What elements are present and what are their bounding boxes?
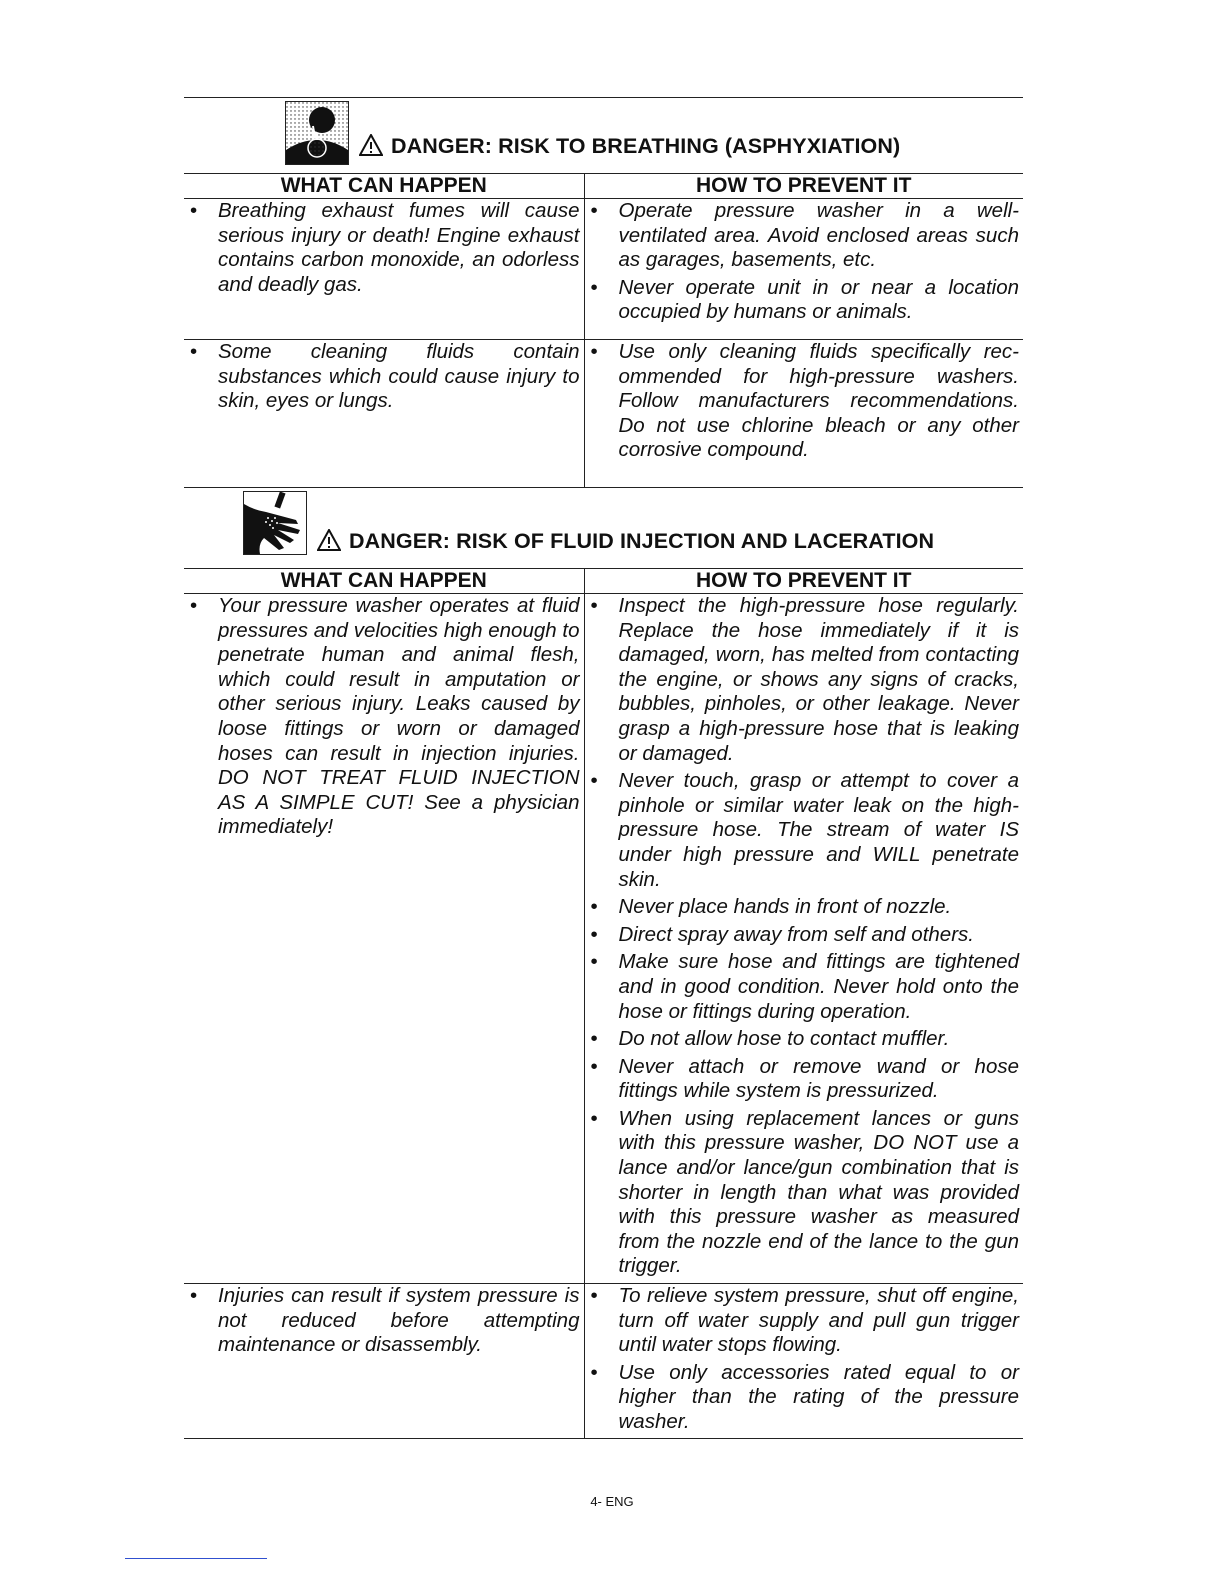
hazard-table <box>184 173 1023 488</box>
bullet-icon: • <box>590 950 598 974</box>
list-item <box>585 1361 1024 1435</box>
bullet-list <box>585 199 1024 325</box>
bullet-list <box>184 1284 584 1358</box>
list-item-text: Make sure hose and fittings are tightened and in good condition. Never hold onto the hose or fittings during operation. <box>618 950 1019 1023</box>
list-item-text: Never operate unit in or near a location occupied by humans or animals. <box>618 275 1019 324</box>
heading-text: DANGER: RISK TO BREATHING (ASPHYXIATION) <box>391 134 901 158</box>
table-row <box>184 199 1023 340</box>
list-item-text: Operate pressure washer in a well-ventilated area. Avoid enclosed areas such as garages, basements, etc. <box>618 199 1019 272</box>
hazard-cell <box>184 340 584 488</box>
bullet-icon: • <box>590 1027 598 1051</box>
list-item-text: To relieve system pressure, shut off engine, turn off water supply and pull gun trigger until water stops flowing. <box>618 1284 1019 1357</box>
hazard-cell <box>184 594 584 1284</box>
prevention-cell <box>584 1284 1023 1439</box>
prevention-cell <box>584 340 1023 488</box>
bullet-list <box>585 340 1024 463</box>
danger-heading <box>317 529 934 557</box>
warning-triangle-icon <box>317 529 341 557</box>
bullet-list <box>184 199 584 297</box>
prevention-cell <box>584 199 1023 340</box>
bullet-icon: • <box>190 340 198 363</box>
bullet-list <box>585 594 1024 1279</box>
list-item <box>585 895 1024 920</box>
bullet-icon: • <box>590 1360 598 1384</box>
bullet-icon: • <box>590 769 598 793</box>
bullet-icon: • <box>590 275 598 299</box>
bullet-icon: • <box>590 340 598 363</box>
bullet-icon: • <box>590 594 598 617</box>
prevention-cell <box>584 594 1023 1284</box>
column-header-how-to-prevent: HOW TO PREVENT IT <box>584 174 1023 199</box>
column-header-what-can-happen: WHAT CAN HAPPEN <box>184 174 584 199</box>
danger-heading <box>359 134 900 162</box>
table-row <box>184 340 1023 488</box>
list-item-text: Your pressure washer operates at fluid pressures and velocities high enough to penetrate human and animal flesh, which could result in amputation or other serious injury. Leaks caused by loose fittings or worn or damaged hoses can result in injection injuries. DO NOT TREAT FLUID INJECTION AS A SIMPLE CUT! See a physician immediately! <box>218 594 580 839</box>
list-item-text: Inspect the high-pressure hose regularly. Replace the hose immediately if it is damaged, worn, has melted from contacting the engine, or shows any signs of cracks, bubbles, pinholes, or other leakage. Never grasp a high-pressure hose that is leaking or damaged. <box>618 594 1019 765</box>
list-item-text: Injuries can result if system pressure is not reduced before attempting maintenance or disassembly. <box>218 1284 580 1357</box>
list-item-text: Never place hands in front of nozzle. <box>618 895 952 919</box>
list-item <box>184 199 584 297</box>
list-item <box>184 1284 584 1358</box>
list-item-text: Use only accessories rated equal to or higher than the rating of the pressure washer. <box>618 1360 1019 1433</box>
list-item <box>585 1055 1024 1104</box>
column-header-how-to-prevent: HOW TO PREVENT IT <box>584 569 1023 594</box>
list-item <box>184 594 584 840</box>
hazard-cell <box>184 1284 584 1439</box>
list-item <box>585 1107 1024 1279</box>
bullet-list <box>184 594 584 840</box>
hazard-table <box>184 568 1023 1439</box>
list-item-text: When using replacement lances or guns with this pressure washer, DO NOT use a lance and/or lance/gun combination that is shorter in length than what was provided with this pressure washer as measured from the nozzle end of the lance to the gun trigger. <box>618 1106 1019 1278</box>
list-item-text: Direct spray away from self and others. <box>618 922 974 946</box>
bullet-icon: • <box>190 199 198 222</box>
table-row <box>184 1284 1023 1439</box>
bullet-icon: • <box>190 1284 198 1307</box>
list-item-text: Some cleaning fluids contain substances which could cause injury to skin, eyes or lungs. <box>218 340 580 413</box>
bullet-icon: • <box>590 922 598 946</box>
fluid-injection-hazard-icon <box>243 491 307 555</box>
bullet-icon: • <box>590 1054 598 1078</box>
bullet-icon: • <box>590 1106 598 1130</box>
list-item <box>585 594 1024 766</box>
divider <box>184 97 1023 98</box>
heading-text: DANGER: RISK OF FLUID INJECTION AND LACERATION <box>349 529 935 553</box>
list-item <box>184 340 584 414</box>
list-item <box>585 950 1024 1024</box>
bullet-icon: • <box>590 895 598 919</box>
list-item-text: Never touch, grasp or attempt to cover a pinhole or similar water leak on the high-pressure hose. The stream of water IS under high pressure and WILL penetrate skin. <box>618 769 1019 891</box>
list-item <box>585 199 1024 273</box>
list-item-text: Breathing exhaust fumes will cause serious injury or death! Engine exhaust contains carbon monoxide, an odorless and deadly gas. <box>218 199 580 296</box>
breathing-hazard-icon <box>285 101 349 165</box>
list-item-text: Use only cleaning fluids specifically rec-ommended for high-pressure washers. Follow manufacturers recommendations. Do not use chlorine bleach or any other corrosive compound. <box>618 340 1019 462</box>
list-item-text: Never attach or remove wand or hose fittings while system is pressurized. <box>618 1054 1019 1103</box>
list-item <box>585 276 1024 325</box>
divider <box>125 1558 267 1559</box>
hazard-cell <box>184 199 584 340</box>
fluid-injection-hazard-section <box>184 487 1023 1439</box>
list-item <box>585 340 1024 463</box>
list-item <box>585 1027 1024 1052</box>
list-item-text: Do not allow hose to contact muffler. <box>618 1027 950 1051</box>
bullet-icon: • <box>590 199 598 222</box>
table-row <box>184 594 1023 1284</box>
warning-triangle-icon <box>359 134 383 162</box>
list-item <box>585 923 1024 948</box>
bullet-icon: • <box>590 1284 598 1307</box>
list-item <box>585 1284 1024 1358</box>
column-header-what-can-happen: WHAT CAN HAPPEN <box>184 569 584 594</box>
breathing-hazard-section <box>184 97 1023 488</box>
bullet-list <box>184 340 584 414</box>
bullet-list <box>585 1284 1024 1435</box>
page-number: 4- ENG <box>590 1494 634 1509</box>
list-item <box>585 769 1024 892</box>
bullet-icon: • <box>190 594 198 617</box>
